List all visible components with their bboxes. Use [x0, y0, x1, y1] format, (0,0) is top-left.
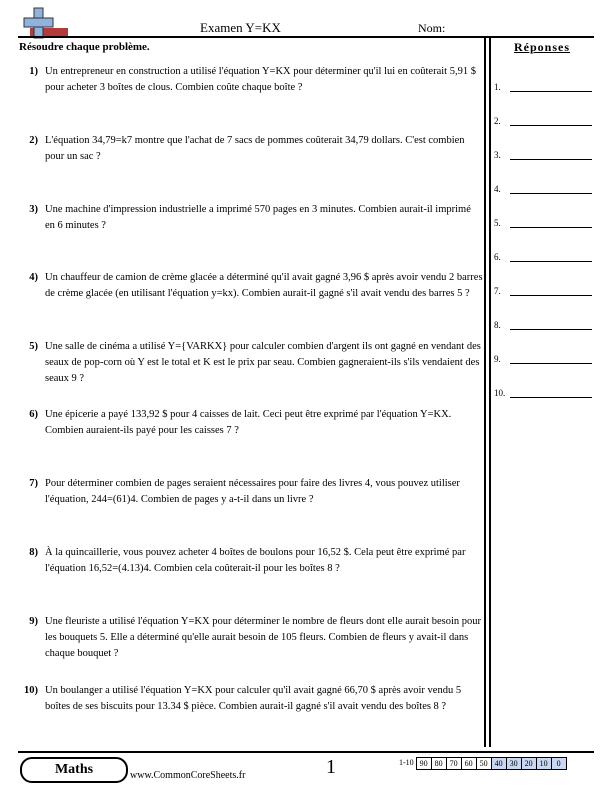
score-cell: 90: [416, 757, 432, 770]
score-table: [398, 757, 567, 770]
question-10: [18, 683, 484, 733]
question-number: 1): [29, 66, 38, 77]
header-divider: [18, 36, 594, 38]
question-5: [18, 339, 484, 389]
answer-number: 6.: [494, 252, 501, 262]
plus-cross-logo-icon: [22, 6, 70, 40]
score-cell: 80: [431, 757, 447, 770]
column-divider-double: [489, 37, 491, 747]
answer-blank[interactable]: [510, 397, 592, 398]
question-1: [18, 64, 484, 98]
answer-8: [494, 320, 594, 334]
score-cell: 40: [491, 757, 507, 770]
question-text: Un entrepreneur en construction a utilisé l'équation Y=KX pour déterminer qu'il lui en coûterait 5,91 $ pour acheter 3 boîtes de clous. Combien coûte chaque boîte ?: [45, 66, 476, 93]
answer-blank[interactable]: [510, 261, 592, 262]
question-3: [18, 202, 484, 236]
answers-title: Réponses: [513, 40, 570, 54]
answer-number: 4.: [494, 184, 501, 194]
subject-badge: Maths: [20, 757, 128, 783]
question-number: 2): [29, 135, 38, 146]
score-cell: 60: [461, 757, 477, 770]
page-title: Examen Y=KX: [200, 20, 281, 35]
score-label: 1-10: [399, 758, 414, 767]
question-number: 5): [29, 341, 38, 352]
answer-blank[interactable]: [510, 125, 592, 126]
answer-number: 5.: [494, 218, 501, 228]
question-number: 10): [24, 685, 38, 696]
answer-number: 9.: [494, 354, 501, 364]
question-number: 6): [29, 409, 38, 420]
answer-number: 10.: [494, 388, 506, 398]
answer-blank[interactable]: [510, 227, 592, 228]
question-7: [18, 476, 484, 510]
answer-number: 2.: [494, 116, 501, 126]
column-divider: [484, 37, 486, 747]
question-text: À la quincaillerie, vous pouvez acheter 4 boîtes de boulons pour 16,52 $. Cela peut être exprimé par l'équation 16,52=(4.13)4. Combien cela coûterait-il pour les boîtes 8 ?: [45, 547, 466, 574]
question-2: [18, 133, 484, 167]
answer-number: 3.: [494, 150, 501, 160]
question-text: Pour déterminer combien de pages seraient nécessaires pour faire des livres 4, vous pouvez utiliser l'équation, 244=(61)4. Combien de pages y a-t-il dans un livre ?: [45, 478, 460, 505]
question-text: Une fleuriste a utilisé l'équation Y=KX pour déterminer le nombre de fleurs dont elle aurait besoin pour les bouquets 5. Elle a déterminé qu'elle aurait besoin de 105 fleurs. Combien de fleurs y avait-il dans chaque bouquet ?: [45, 616, 482, 659]
question-number: 4): [29, 272, 38, 283]
question-text: Une machine d'impression industrielle a imprimé 570 pages en 3 minutes. Combien aurait-il imprimé en 6 minutes ?: [45, 204, 471, 231]
answer-6: [494, 252, 594, 266]
answer-number: 1.: [494, 82, 501, 92]
question-6: [18, 407, 484, 441]
answer-4: [494, 184, 594, 198]
score-cell: 30: [506, 757, 522, 770]
answer-blank[interactable]: [510, 193, 592, 194]
question-text: L'équation 34,79=k7 montre que l'achat de 7 sacs de pommes coûterait 34,79 dollars. C'est combien pour un sac ?: [45, 135, 465, 162]
answer-5: [494, 218, 594, 232]
answer-7: [494, 286, 594, 300]
answer-number: 7.: [494, 286, 501, 296]
answer-blank[interactable]: [510, 159, 592, 160]
score-cell: 20: [521, 757, 537, 770]
question-number: 7): [29, 478, 38, 489]
instructions: Résoudre chaque problème.: [19, 41, 150, 53]
page-number: 1: [326, 756, 336, 778]
question-number: 9): [29, 616, 38, 627]
answer-blank[interactable]: [510, 295, 592, 296]
score-cell: 50: [476, 757, 492, 770]
answer-blank[interactable]: [510, 91, 592, 92]
answer-blank[interactable]: [510, 363, 592, 364]
answer-9: [494, 354, 594, 368]
score-cell: 10: [536, 757, 552, 770]
score-cell: 0: [551, 757, 567, 770]
question-8: [18, 545, 484, 579]
question-number: 3): [29, 204, 38, 215]
answer-1: [494, 82, 594, 96]
question-number: 8): [29, 547, 38, 558]
question-9: [18, 614, 484, 664]
answer-2: [494, 116, 594, 130]
question-text: Un boulanger a utilisé l'équation Y=KX pour calculer qu'il avait gagné 66,70 $ après avoir vendu 5 boîtes de ses biscuits pour 13.34 $ pièce. Combien aurait-il gagné s'il avait vendu des boîtes 8 ?: [45, 685, 462, 712]
footer-divider: [18, 751, 594, 753]
question-text: Une épicerie a payé 133,92 $ pour 4 caisses de lait. Ceci peut être exprimé par l'équation Y=KX. Combien auraient-ils payé pour les caisses 7 ?: [45, 409, 452, 436]
score-cell: 70: [446, 757, 462, 770]
question-text: Une salle de cinéma a utilisé Y={VARKX} pour calculer combien d'argent ils ont gagné en vendant des seaux de pop-corn où Y est le total et K est le prix par seau. Combien gagneraient-ils s'ils vendaient des seaux 9 ?: [45, 341, 481, 384]
site-url: www.CommonCoreSheets.fr: [130, 770, 246, 781]
question-text: Un chauffeur de camion de crème glacée a déterminé qu'il avait gagné 3,96 $ après avoir vendu 2 barres de crème glacée (en utilisant l'équation y=kx). Combien aurait-il gagné s'il avait vendu des barres 5 ?: [45, 272, 483, 299]
answer-10: [494, 388, 594, 402]
question-4: [18, 270, 484, 320]
answer-number: 8.: [494, 320, 501, 330]
name-label: Nom:: [418, 21, 446, 35]
answer-3: [494, 150, 594, 164]
answer-blank[interactable]: [510, 329, 592, 330]
